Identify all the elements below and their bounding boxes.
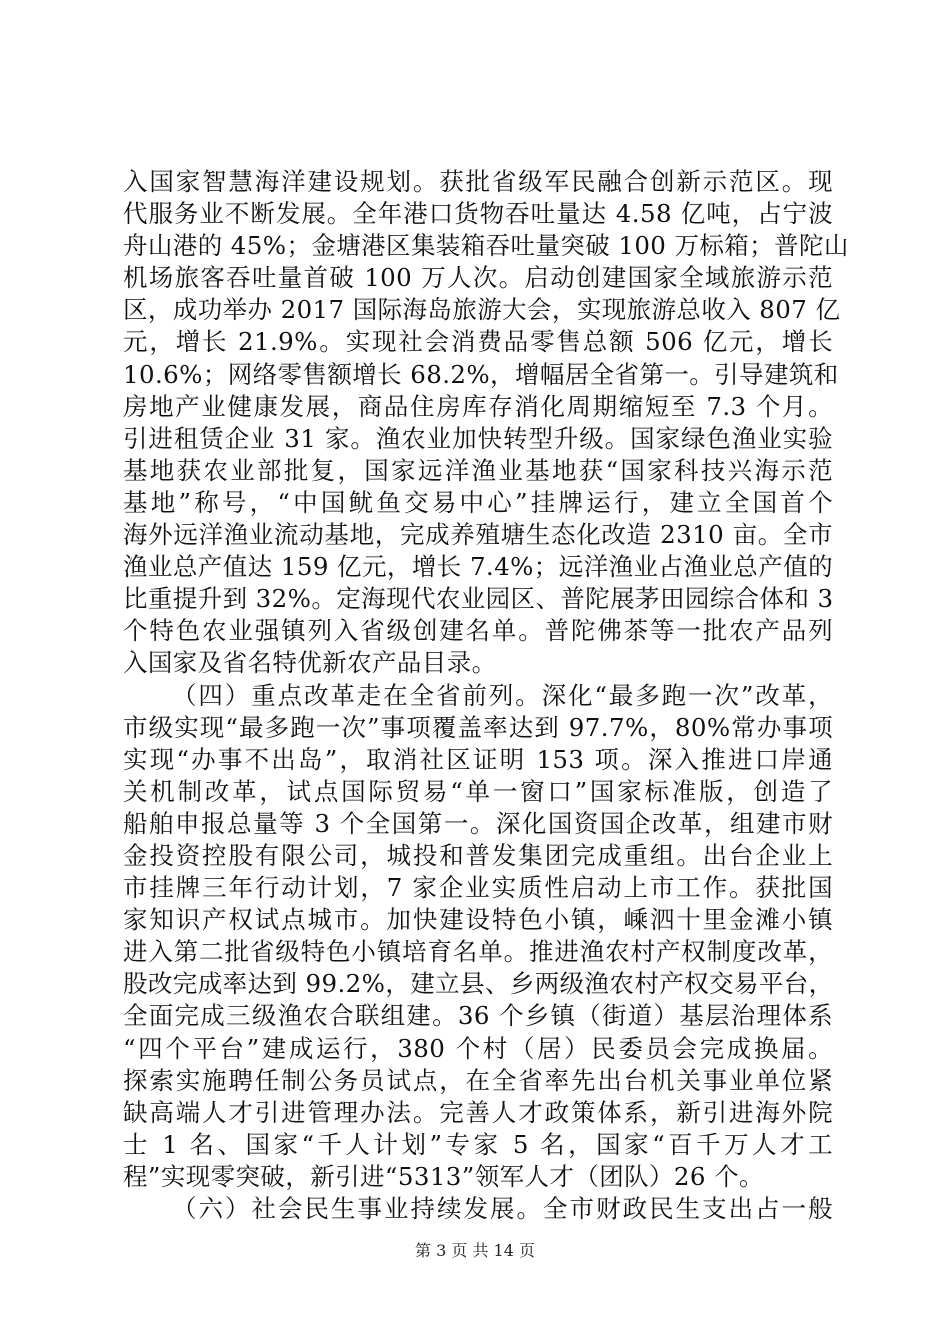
- text-line: 关机制改革，试点国际贸易“单一窗口”国家标准版，创造了: [123, 776, 833, 806]
- text-line: 全面完成三级渔农合联组建。36 个乡镇（街道）基层治理体系: [123, 1001, 833, 1031]
- text-line: 进入第二批省级特色小镇培育名单。推进渔农村产权制度改革，: [123, 937, 833, 967]
- text-line: 区，成功举办 2017 国际海岛旅游大会，实现旅游总收入 807 亿: [123, 295, 841, 325]
- text-line: 元，增长 21.9%。实现社会消费品零售总额 506 亿元，增长: [123, 327, 833, 357]
- text-line: （四）重点改革走在全省前列。深化“最多跑一次”改革，: [172, 680, 833, 710]
- text-line: 入国家智慧海洋建设规划。获批省级军民融合创新示范区。现: [123, 167, 833, 196]
- text-line: 代服务业不断发展。全年港口货物吞吐量达 4.58 亿吨，占宁波: [123, 199, 833, 229]
- text-line: “四个平台”建成运行，380 个村（居）民委员会完成换届。: [123, 1033, 833, 1063]
- text-line: 比重提升到 32%。定海现代农业园区、普陀展茅田园综合体和 3: [123, 584, 834, 614]
- text-line: 家知识产权试点城市。加快建设特色小镇，嵊泗十里金滩小镇: [123, 905, 833, 935]
- text-line: 探索实施聘任制公务员试点，在全省率先出台机关事业单位紧: [123, 1065, 833, 1095]
- text-line: 船舶申报总量等 3 个全国第一。深化国资国企改革，组建市财: [123, 808, 833, 838]
- text-line: 海外远洋渔业流动基地，完成养殖塘生态化改造 2310 亩。全市: [123, 520, 833, 550]
- text-line: 基地获农业部批复，国家远洋渔业基地获“国家科技兴海示范: [123, 455, 833, 485]
- text-line: 程”实现零突破，新引进“5313”领军人才（团队）26 个。: [123, 1161, 764, 1191]
- text-line: 机场旅客吞吐量首破 100 万人次。启动创建国家全域旅游示范: [123, 263, 833, 293]
- text-line: 舟山港的 45%；金塘港区集装箱吞吐量突破 100 万标箱；普陀山: [123, 231, 849, 261]
- text-line: 缺高端人才引进管理办法。完善人才政策体系，新引进海外院: [123, 1097, 833, 1127]
- text-line: 渔业总产值达 159 亿元，增长 7.4%；远洋渔业占渔业总产值的: [123, 552, 833, 582]
- text-line: 实现“办事不出岛”，取消社区证明 153 项。深入推进口岸通: [123, 744, 833, 774]
- text-line: 士 1 名、国家“千人计划”专家 5 名，国家“百千万人才工: [123, 1129, 833, 1159]
- text-line: 市挂牌三年行动计划，7 家企业实质性启动上市工作。获批国: [123, 873, 833, 903]
- text-line: 股改完成率达到 99.2%，建立县、乡两级渔农村产权交易平台，: [123, 969, 834, 999]
- text-line: 基地”称号，“中国鱿鱼交易中心”挂牌运行，建立全国首个: [123, 487, 833, 517]
- text-line: 市级实现“最多跑一次”事项覆盖率达到 97.7%，80%常办事项: [123, 712, 833, 742]
- body-text: [123, 166, 849, 1225]
- text-line: 引进租赁企业 31 家。渔农业加快转型升级。国家绿色渔业实验: [123, 423, 833, 453]
- page-footer: 第 3 页 共 14 页: [415, 1241, 535, 1260]
- text-line: 个特色农业强镇列入省级创建名单。普陀佛茶等一批农产品列: [123, 616, 833, 646]
- text-line: 入国家及省名特优新农产品目录。: [123, 648, 497, 678]
- text-line: （六）社会民生事业持续发展。全市财政民生支出占一般: [172, 1194, 833, 1223]
- text-line: 房地产业健康发展，商品住房库存消化周期缩短至 7.3 个月。: [123, 391, 833, 421]
- text-line: 10.6%；网络零售额增长 68.2%，增幅居全省第一。引导建筑和: [123, 359, 839, 389]
- text-line: 金投资控股有限公司，城投和普发集团完成重组。出台企业上: [123, 840, 833, 870]
